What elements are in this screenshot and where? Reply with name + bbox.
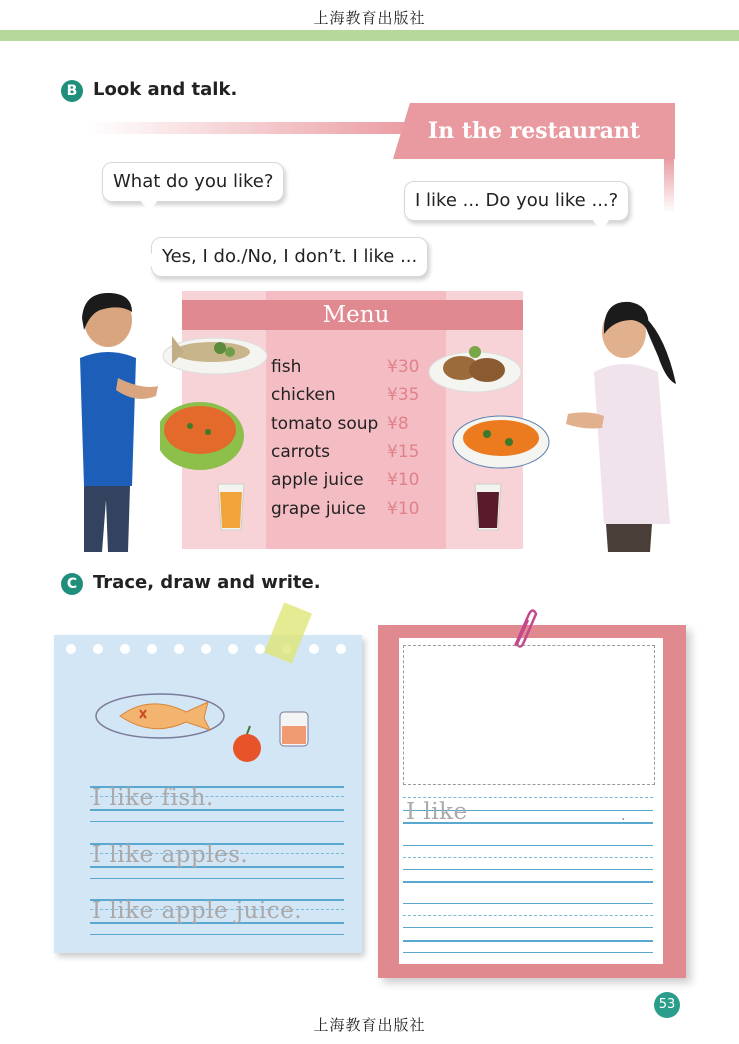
trace-sentence: I like fish. [92, 785, 214, 811]
speech-bubble-do-you-like: I like ... Do you like ...? [404, 181, 629, 221]
binder-hole [228, 644, 238, 654]
ruling-line [90, 934, 344, 935]
paperclip-icon [505, 608, 539, 650]
menu-item-price: ¥10 [387, 499, 420, 519]
menu-item-name: apple juice [271, 470, 364, 490]
trace-sentence: I like apple juice. [92, 898, 303, 924]
ruling-line [90, 821, 344, 822]
bubble-tail [140, 200, 158, 212]
girl-figure [548, 298, 683, 552]
section-b-badge: B [61, 80, 83, 102]
bubble-tail [140, 252, 154, 268]
left-food-images [160, 326, 270, 536]
drawing-area[interactable] [403, 645, 655, 785]
ruling-line [403, 845, 653, 846]
tomato-soup-image [160, 402, 244, 470]
binder-hole [174, 644, 184, 654]
menu-item-name: fish [271, 357, 302, 377]
restaurant-banner-title: In the restaurant [427, 118, 641, 144]
section-c-badge: C [61, 573, 83, 595]
ruling-line [403, 915, 653, 916]
ruling-line [403, 881, 653, 883]
ruling-line [90, 878, 344, 879]
write-end-period: . [621, 808, 626, 824]
grape-juice-image [475, 484, 501, 530]
menu-row [271, 499, 441, 527]
menu-title: Menu [322, 302, 390, 328]
right-food-images [425, 338, 555, 538]
fish-drawing [90, 680, 320, 770]
menu-item-price: ¥35 [387, 385, 420, 405]
menu-row [271, 414, 441, 442]
top-color-bar [0, 30, 739, 41]
apple-juice-image [218, 484, 244, 530]
write-prompt: I like [406, 799, 468, 825]
menu-item-name: chicken [271, 385, 336, 405]
menu-row [271, 385, 441, 413]
menu-item-name: grape juice [271, 499, 366, 519]
binder-hole [201, 644, 211, 654]
binder-hole [120, 644, 130, 654]
carrots-dish-image [453, 416, 549, 468]
menu-item-name: carrots [271, 442, 330, 462]
ruling-line [403, 797, 653, 798]
publisher-header: 上海教育出版社 [313, 9, 426, 27]
binder-hole [147, 644, 157, 654]
fish-dish-image [163, 336, 267, 374]
chicken-dish-image [429, 346, 521, 392]
speech-bubble-what-do-you-like: What do you like? [102, 162, 284, 202]
binder-hole [336, 644, 346, 654]
section-b-title: Look and talk. [93, 79, 238, 100]
ruling-line [403, 869, 653, 870]
publisher-footer: 上海教育出版社 [313, 1016, 426, 1034]
binder-hole [66, 644, 76, 654]
ruling-line [403, 927, 653, 928]
page-number: 53 [654, 992, 680, 1018]
banner-stripe [90, 122, 410, 134]
ruling-line [403, 857, 653, 858]
menu-row [271, 357, 441, 385]
menu-item-price: ¥15 [387, 442, 420, 462]
write-answer-field[interactable] [470, 800, 620, 822]
bubble-tail [592, 219, 610, 231]
ruling-line [403, 940, 653, 942]
menu-item-price: ¥10 [387, 470, 420, 490]
binder-hole [93, 644, 103, 654]
menu-item-price: ¥30 [387, 357, 420, 377]
speech-bubble-yes-i-do: Yes, I do./No, I don’t. I like ... [151, 237, 428, 277]
binder-hole [309, 644, 319, 654]
banner-post [664, 158, 674, 213]
menu-row [271, 442, 441, 470]
ruling-line [403, 903, 653, 904]
ruling-line [403, 952, 653, 953]
menu-item-price: ¥8 [387, 414, 409, 434]
menu-item-name: tomato soup [271, 414, 379, 434]
trace-sentence: I like apples. [92, 842, 249, 868]
section-c-title: Trace, draw and write. [93, 572, 321, 593]
menu-row [271, 470, 441, 498]
boy-figure [60, 290, 170, 552]
